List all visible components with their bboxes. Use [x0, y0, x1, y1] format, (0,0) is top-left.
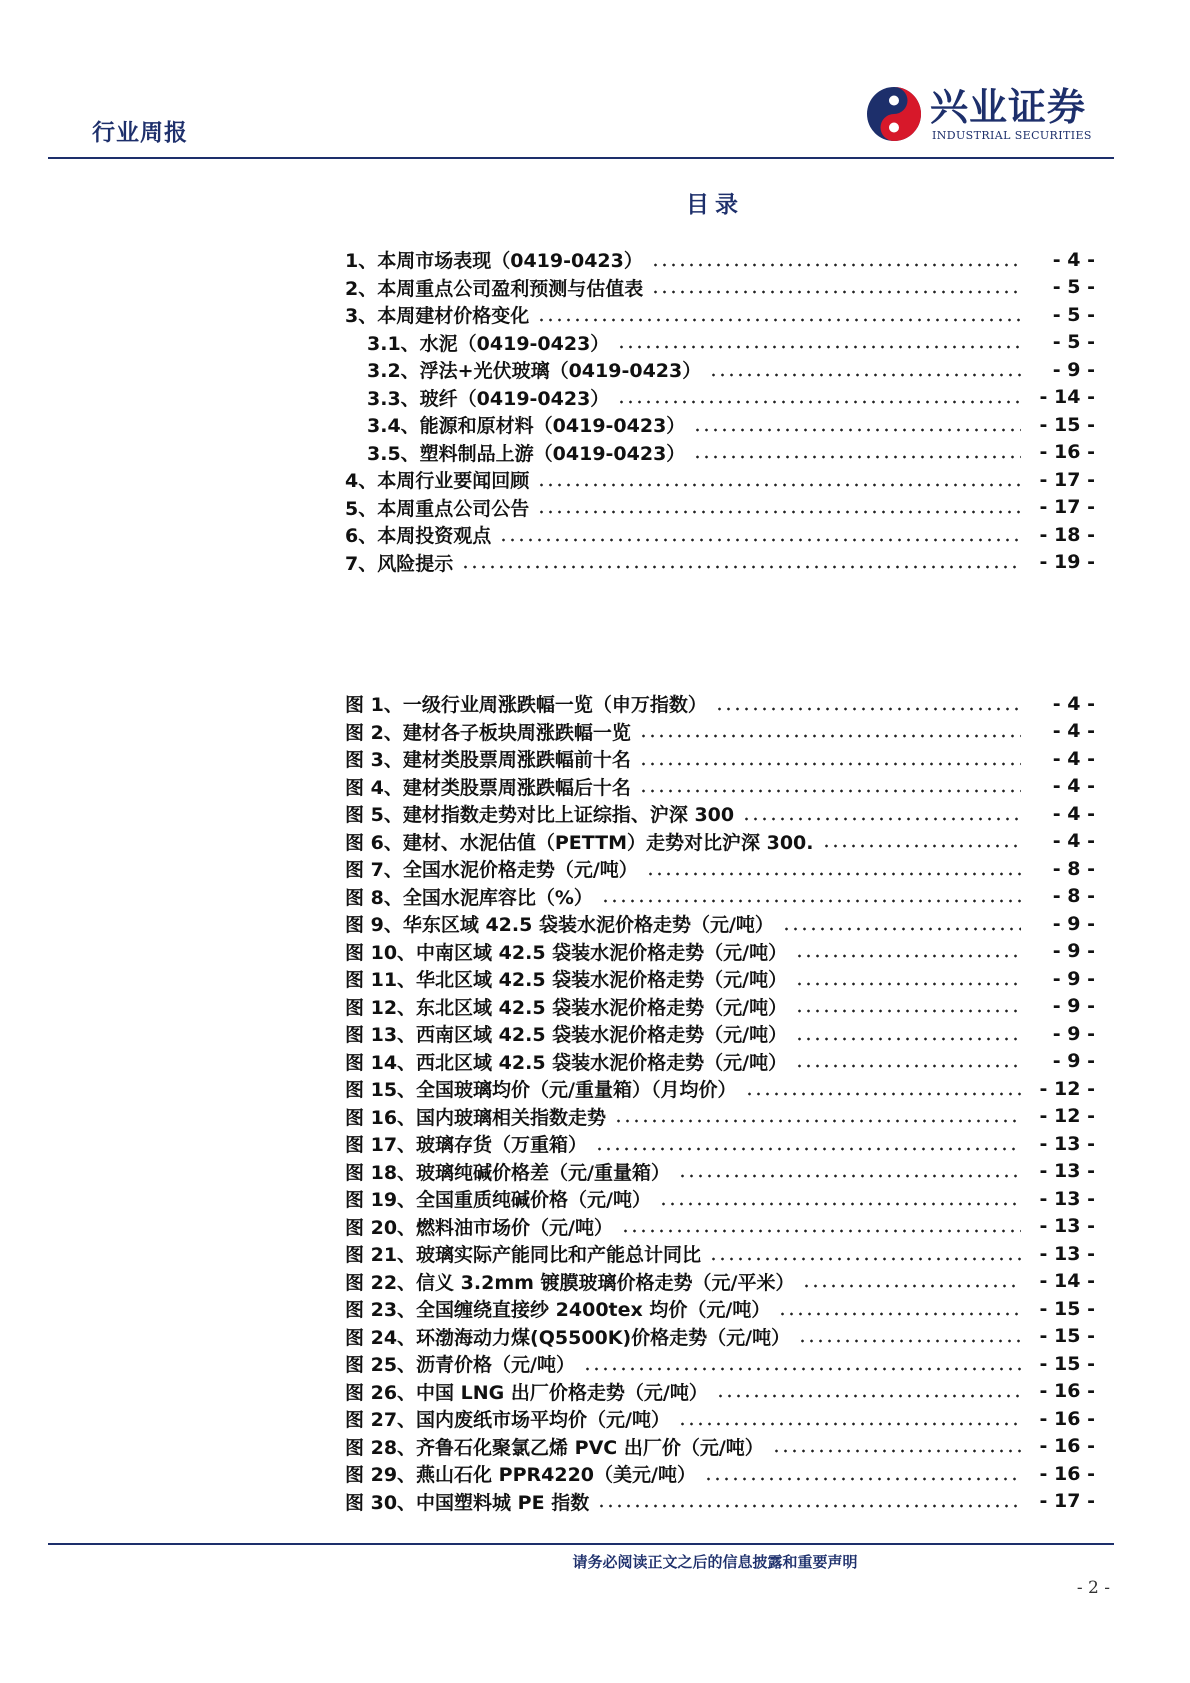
toc-entry[interactable] [345, 384, 1095, 412]
figure-entry[interactable] [345, 1405, 1095, 1433]
toc-entry-label: 3.4、能源和原材料（0419-0423） [367, 415, 686, 438]
figure-entry-page: - 13 - [1039, 1132, 1095, 1155]
figure-entry-page: - 17 - [1039, 1490, 1095, 1513]
toc-entry[interactable] [345, 274, 1095, 302]
figure-entry-page: - 9 - [1052, 1050, 1095, 1073]
dot-leader [646, 872, 1021, 876]
figure-entry-page: - 16 - [1039, 1462, 1095, 1485]
dot-leader [537, 483, 1021, 487]
dot-leader [651, 290, 1021, 294]
figure-entry-label: 图 25、沥青价格（元/吨） [345, 1354, 575, 1377]
toc-entry-page: - 17 - [1039, 496, 1095, 519]
figure-entry-page: - 16 - [1039, 1407, 1095, 1430]
figure-entry-page: - 4 - [1052, 775, 1095, 798]
toc-title: 目录 [686, 192, 744, 218]
dot-leader [639, 789, 1021, 793]
figure-entry-page: - 8 - [1052, 885, 1095, 908]
figure-entry-label: 图 19、全国重质纯碱价格（元/吨） [345, 1189, 651, 1212]
toc-entry[interactable] [345, 246, 1095, 274]
figure-entry-page: - 9 - [1052, 912, 1095, 935]
figure-entry-label: 图 28、齐鲁石化聚氯乙烯 PVC 出厂价（元/吨） [345, 1436, 764, 1459]
figure-entry-label: 图 11、华北区域 42.5 袋装水泥价格走势（元/吨） [345, 969, 788, 992]
toc-entry[interactable] [345, 521, 1095, 549]
dot-leader [614, 1119, 1021, 1123]
figure-entry-page: - 9 - [1052, 1022, 1095, 1045]
dot-leader [693, 455, 1021, 459]
figure-entry[interactable] [345, 1323, 1095, 1351]
figure-entry[interactable] [345, 1268, 1095, 1296]
dot-leader [537, 510, 1021, 514]
dot-leader [795, 1064, 1021, 1068]
dot-leader [795, 982, 1021, 986]
dot-leader [617, 345, 1021, 349]
dot-leader [802, 1284, 1021, 1288]
figure-entry-label: 图 18、玻璃纯碱价格差（元/重量箱） [345, 1161, 670, 1184]
dot-leader [621, 1229, 1021, 1233]
figure-entry-label: 图 30、中国塑料城 PE 指数 [345, 1491, 590, 1514]
figure-entry[interactable] [345, 745, 1095, 773]
dot-leader [745, 1092, 1022, 1096]
figure-entry[interactable] [345, 1295, 1095, 1323]
figure-entry[interactable] [345, 1378, 1095, 1406]
figure-entry-label: 图 20、燃料油市场价（元/吨） [345, 1216, 613, 1239]
figure-entry-label: 图 22、信义 3.2mm 镀膜玻璃价格走势（元/平米） [345, 1271, 795, 1294]
dot-leader [537, 318, 1021, 322]
dot-leader [583, 1367, 1021, 1371]
figure-entry-label: 图 26、中国 LNG 出厂价格走势（元/吨） [345, 1381, 708, 1404]
figure-entry[interactable] [345, 1048, 1095, 1076]
figure-entry-page: - 4 - [1052, 720, 1095, 743]
figure-entry[interactable] [345, 938, 1095, 966]
figure-entry-page: - 4 - [1052, 692, 1095, 715]
figure-entry-page: - 4 - [1052, 747, 1095, 770]
footer-divider [48, 1543, 1114, 1545]
toc-entry[interactable] [345, 549, 1095, 577]
dot-leader [709, 373, 1021, 377]
figure-entry[interactable] [345, 773, 1095, 801]
figure-entry-page: - 15 - [1039, 1352, 1095, 1375]
figure-list [345, 690, 1095, 1515]
dot-leader [716, 1394, 1021, 1398]
toc-entry-label: 3.3、玻纤（0419-0423） [367, 387, 610, 410]
dot-leader [639, 762, 1021, 766]
figure-entry-page: - 12 - [1039, 1077, 1095, 1100]
figure-entry[interactable] [345, 1488, 1095, 1516]
figure-entry[interactable] [345, 1130, 1095, 1158]
toc-entry-label: 2、本周重点公司盈利预测与估值表 [345, 277, 644, 300]
dot-leader [597, 1504, 1021, 1508]
dot-leader [822, 844, 1022, 848]
figure-entry[interactable] [345, 718, 1095, 746]
toc-entry-page: - 5 - [1052, 331, 1095, 354]
figure-entry[interactable] [345, 1158, 1095, 1186]
toc-entry-page: - 14 - [1039, 386, 1095, 409]
figure-entry-page: - 16 - [1039, 1380, 1095, 1403]
dot-leader [742, 817, 1021, 821]
figure-entry-label: 图 4、建材类股票周涨跌幅后十名 [345, 776, 631, 799]
toc-list [345, 246, 1095, 576]
figure-entry[interactable] [345, 855, 1095, 883]
figure-entry-page: - 14 - [1039, 1270, 1095, 1293]
figure-entry[interactable] [345, 690, 1095, 718]
figure-entry-page: - 9 - [1052, 940, 1095, 963]
figure-entry-label: 图 12、东北区域 42.5 袋装水泥价格走势（元/吨） [345, 996, 788, 1019]
toc-entry[interactable] [345, 411, 1095, 439]
dot-leader [795, 954, 1021, 958]
figure-entry-label: 图 2、建材各子板块周涨跌幅一览 [345, 721, 631, 744]
toc-entry-page: - 17 - [1039, 468, 1095, 491]
brand-name-en: INDUSTRIAL SECURITIES [932, 129, 1092, 142]
toc-entry-label: 7、风险提示 [345, 552, 454, 575]
toc-entry-page: - 19 - [1039, 551, 1095, 574]
dot-leader [798, 1339, 1021, 1343]
figure-entry-page: - 15 - [1039, 1325, 1095, 1348]
dot-leader [595, 1147, 1021, 1151]
figure-entry[interactable] [345, 1460, 1095, 1488]
dot-leader [704, 1477, 1021, 1481]
toc-entry-page: - 15 - [1039, 413, 1095, 436]
figure-entry[interactable] [345, 800, 1095, 828]
figure-entry[interactable] [345, 965, 1095, 993]
figure-entry-page: - 16 - [1039, 1435, 1095, 1458]
toc-entry-page: - 4 - [1052, 248, 1095, 271]
figure-entry[interactable] [345, 1020, 1095, 1048]
figure-entry[interactable] [345, 1075, 1095, 1103]
toc-entry-label: 4、本周行业要闻回顾 [345, 470, 530, 493]
dot-leader [678, 1422, 1021, 1426]
dot-leader [651, 263, 1021, 267]
toc-entry-page: - 5 - [1052, 276, 1095, 299]
figure-entry-label: 图 27、国内废纸市场平均价（元/吨） [345, 1409, 670, 1432]
figure-entry[interactable] [345, 910, 1095, 938]
figure-entry-page: - 9 - [1052, 967, 1095, 990]
figure-entry-label: 图 1、一级行业周涨跌幅一览（申万指数） [345, 694, 707, 717]
figure-entry[interactable] [345, 883, 1095, 911]
toc-entry-label: 3.1、水泥（0419-0423） [367, 332, 610, 355]
figure-entry-label: 图 21、玻璃实际产能同比和产能总计同比 [345, 1244, 702, 1267]
dot-leader [693, 428, 1021, 432]
dot-leader [778, 1312, 1021, 1316]
dot-leader [795, 1037, 1021, 1041]
figure-entry[interactable] [345, 828, 1095, 856]
toc-entry[interactable] [345, 301, 1095, 329]
figure-entry-label: 图 10、中南区域 42.5 袋装水泥价格走势（元/吨） [345, 941, 788, 964]
brand-logo [866, 86, 1116, 142]
dot-leader [499, 538, 1021, 542]
dot-leader [639, 734, 1021, 738]
toc-entry-label: 1、本周市场表现（0419-0423） [345, 250, 643, 273]
toc-entry-label: 3、本周建材价格变化 [345, 305, 530, 328]
disclaimer: 请务必阅读正文之后的信息披露和重要声明 [572, 1553, 858, 1571]
figure-entry-page: - 8 - [1052, 857, 1095, 880]
dot-leader [795, 1009, 1021, 1013]
figure-entry-page: - 4 - [1052, 830, 1095, 853]
yin-yang-logo-icon [866, 86, 922, 142]
toc-entry[interactable] [345, 439, 1095, 467]
figure-entry-label: 图 9、华东区域 42.5 袋装水泥价格走势（元/吨） [345, 914, 774, 937]
dot-leader [715, 707, 1021, 711]
dot-leader [709, 1257, 1021, 1261]
figure-entry-label: 图 5、建材指数走势对比上证综指、沪深 300 [345, 804, 735, 827]
figure-entry-label: 图 13、西南区域 42.5 袋装水泥价格走势（元/吨） [345, 1024, 788, 1047]
report-type-label: 行业周报 [92, 120, 188, 146]
figure-entry[interactable] [345, 1103, 1095, 1131]
toc-entry-page: - 16 - [1039, 441, 1095, 464]
figure-entry-label: 图 23、全国缠绕直接纱 2400tex 均价（元/吨） [345, 1299, 771, 1322]
figure-entry-label: 图 15、全国玻璃均价（元/重量箱）（月均价） [345, 1079, 737, 1102]
figure-entry-page: - 13 - [1039, 1242, 1095, 1265]
figure-entry-label: 图 16、国内玻璃相关指数走势 [345, 1106, 607, 1129]
brand-name-cn: 兴业证券 [930, 85, 1087, 129]
dot-leader [617, 400, 1021, 404]
toc-entry-page: - 5 - [1052, 303, 1095, 326]
figure-entry[interactable] [345, 993, 1095, 1021]
toc-entry[interactable] [345, 356, 1095, 384]
figure-entry-label: 图 14、西北区域 42.5 袋装水泥价格走势（元/吨） [345, 1051, 788, 1074]
toc-entry[interactable] [345, 466, 1095, 494]
header-divider [48, 157, 1114, 159]
toc-entry-label: 3.2、浮法+光伏玻璃（0419-0423） [367, 360, 702, 383]
toc-entry[interactable] [345, 329, 1095, 357]
dot-leader [461, 565, 1021, 569]
figure-entry-label: 图 3、建材类股票周涨跌幅前十名 [345, 749, 631, 772]
figure-entry-label: 图 17、玻璃存货（万重箱） [345, 1134, 588, 1157]
toc-entry-page: - 18 - [1039, 523, 1095, 546]
page-number: - 2 - [1076, 1578, 1110, 1598]
figure-entry-label: 图 24、环渤海动力煤(Q5500K)价格走势（元/吨） [345, 1326, 791, 1349]
figure-entry[interactable] [345, 1213, 1095, 1241]
figure-entry-label: 图 7、全国水泥价格走势（元/吨） [345, 859, 638, 882]
toc-entry[interactable] [345, 494, 1095, 522]
dot-leader [601, 899, 1021, 903]
figure-entry-page: - 9 - [1052, 995, 1095, 1018]
dot-leader [678, 1174, 1021, 1178]
figure-entry[interactable] [345, 1433, 1095, 1461]
figure-entry[interactable] [345, 1240, 1095, 1268]
toc-entry-label: 3.5、塑料制品上游（0419-0423） [367, 442, 686, 465]
figure-entry-page: - 4 - [1052, 802, 1095, 825]
toc-entry-label: 6、本周投资观点 [345, 525, 492, 548]
figure-entry-page: - 12 - [1039, 1105, 1095, 1128]
toc-entry-label: 5、本周重点公司公告 [345, 497, 530, 520]
figure-entry-label: 图 29、燕山石化 PPR4220（美元/吨） [345, 1464, 696, 1487]
figure-entry-page: - 15 - [1039, 1297, 1095, 1320]
figure-entry[interactable] [345, 1185, 1095, 1213]
dot-leader [782, 927, 1021, 931]
figure-entry-page: - 13 - [1039, 1160, 1095, 1183]
toc-entry-page: - 9 - [1052, 358, 1095, 381]
figure-entry-page: - 13 - [1039, 1187, 1095, 1210]
figure-entry-page: - 13 - [1039, 1215, 1095, 1238]
figure-entry-label: 图 6、建材、水泥估值（PETTM）走势对比沪深 300. [345, 831, 814, 854]
figure-entry[interactable] [345, 1350, 1095, 1378]
dot-leader [772, 1449, 1021, 1453]
figure-entry-label: 图 8、全国水泥库容比（%） [345, 886, 593, 909]
dot-leader [659, 1202, 1021, 1206]
